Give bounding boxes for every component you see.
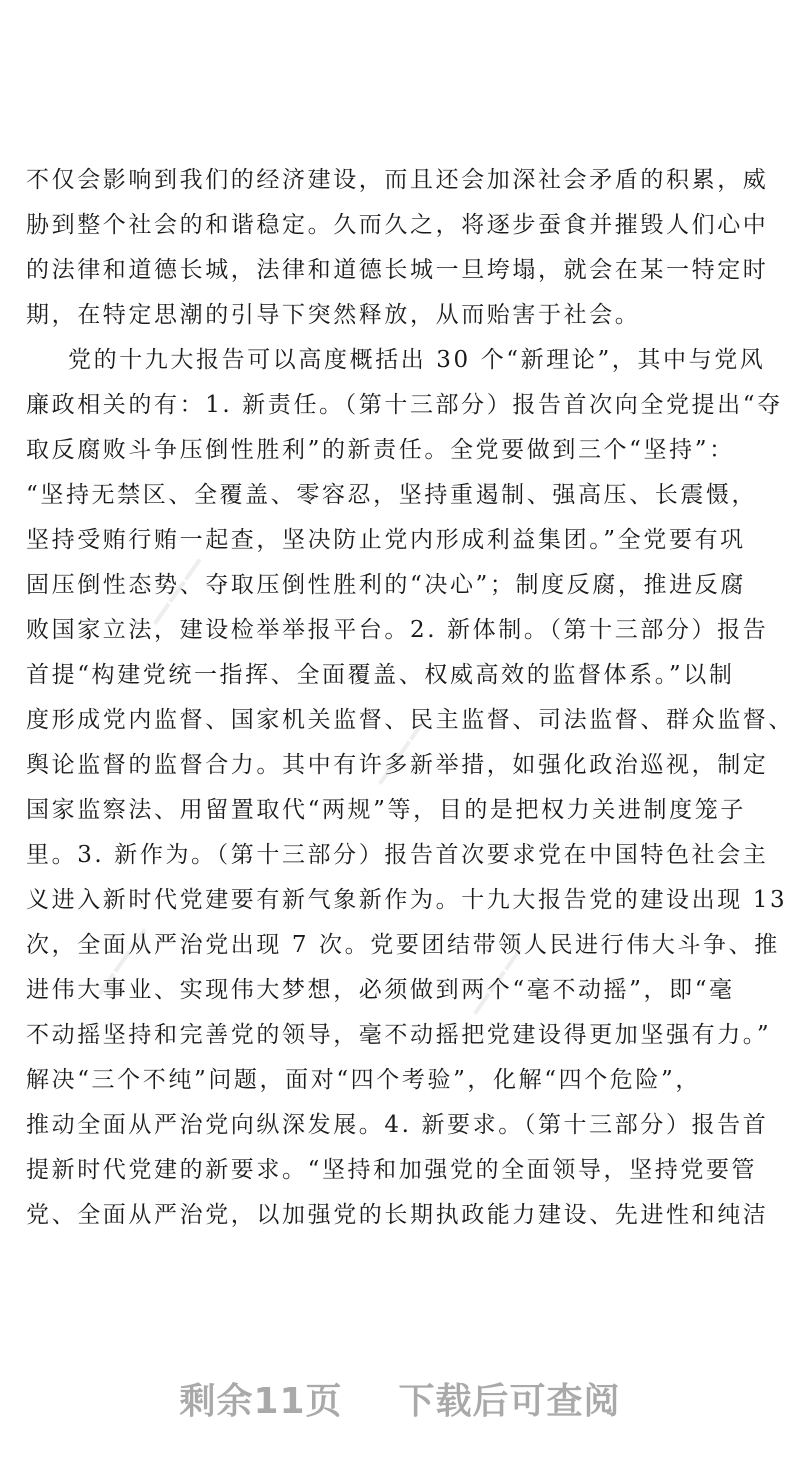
text-line: 进伟大事业、实现伟大梦想，必须做到两个“毫不动摇”，即“毫 bbox=[26, 977, 735, 1003]
text-line: 里。3. 新作为。（第十三部分）报告首次要求党在中国特色社会主 bbox=[26, 842, 769, 868]
text-line: 固压倒性态势、夺取压倒性胜利的“决心”；制度反腐，推进反腐 bbox=[26, 572, 746, 598]
text-line: 败国家立法，建设检举举报平台。2. 新体制。（第十三部分）报告 bbox=[26, 617, 769, 643]
text-line: 的法律和道德长城，法律和道德长城一旦垮塌，就会在某一特定时 bbox=[26, 257, 769, 283]
text-line: 推动全面从严治党向纵深发展。4. 新要求。（第十三部分）报告首 bbox=[26, 1112, 769, 1138]
text-line: “坚持无禁区、全覆盖、零容忍，坚持重遏制、强高压、长震慑， bbox=[26, 482, 758, 508]
watermark: ⎯⎯⎯ bbox=[74, 908, 166, 1007]
text-line: 舆论监督的监督合力。其中有许多新举措，如强化政治巡视，制定 bbox=[26, 752, 769, 778]
paragraph-start-line: 党的十九大报告可以高度概括出 30 个“新理论”，其中与党风 bbox=[68, 347, 766, 373]
watermark: ⎯⎯⎯ bbox=[354, 698, 446, 797]
text-line: 坚持受贿行贿一起查，坚决防止党内形成利益集团。”全党要有巩 bbox=[26, 527, 746, 553]
text-line: 党、全面从严治党，以加强党的长期执政能力建设、先进性和纯洁 bbox=[26, 1202, 769, 1228]
text-line: 取反腐败斗争压倒性胜利”的新责任。全党要做到三个“坚持”： bbox=[26, 437, 735, 463]
text-line: 不仅会影响到我们的经济建设，而且还会加深社会矛盾的积累，威 bbox=[26, 167, 769, 193]
text-line: 不动摇坚持和完善党的领导，毫不动摇把党建设得更加坚强有力。” bbox=[26, 1022, 772, 1048]
text-line: 胁到整个社会的和谐稳定。久而久之，将逐步蚕食并摧毁人们心中 bbox=[26, 212, 769, 238]
text-line: 解决“三个不纯”问题，面对“四个考验”，化解“四个危险”， bbox=[26, 1067, 701, 1093]
text-line: 廉政相关的有：1. 新责任。（第十三部分）报告首次向全党提出“夺 bbox=[26, 392, 783, 418]
text-line: 首提“构建党统一指挥、全面覆盖、权威高效的监督体系。”以制 bbox=[26, 662, 735, 688]
text-line: 提新时代党建的新要求。“坚持和加强党的全面领导，坚持党要管 bbox=[26, 1157, 758, 1183]
remaining-pages-label[interactable]: 剩余11页 bbox=[179, 1381, 343, 1422]
download-hint-label[interactable]: 下载后可查阅 bbox=[398, 1381, 621, 1422]
text-line: 度形成党内监督、国家机关监督、民主监督、司法监督、群众监督、 bbox=[26, 707, 794, 733]
download-prompt[interactable] bbox=[0, 1373, 800, 1424]
watermark: ⎯⎯⎯ bbox=[449, 928, 541, 1027]
text-line: 国家监察法、用留置取代“两规”等，目的是把权力关进制度笼子 bbox=[26, 797, 746, 823]
document-body bbox=[26, 158, 794, 1238]
text-line: 义进入新时代党建要有新气象新作为。十九大报告党的建设出现 13 bbox=[26, 887, 788, 913]
text-line: 次，全面从严治党出现 7 次。党要团结带领人民进行伟大斗争、推 bbox=[26, 932, 780, 958]
watermark: ⎯⎯⎯ bbox=[129, 538, 221, 637]
text-line: 期，在特定思潮的引导下突然释放，从而贻害于社会。 bbox=[26, 302, 641, 328]
